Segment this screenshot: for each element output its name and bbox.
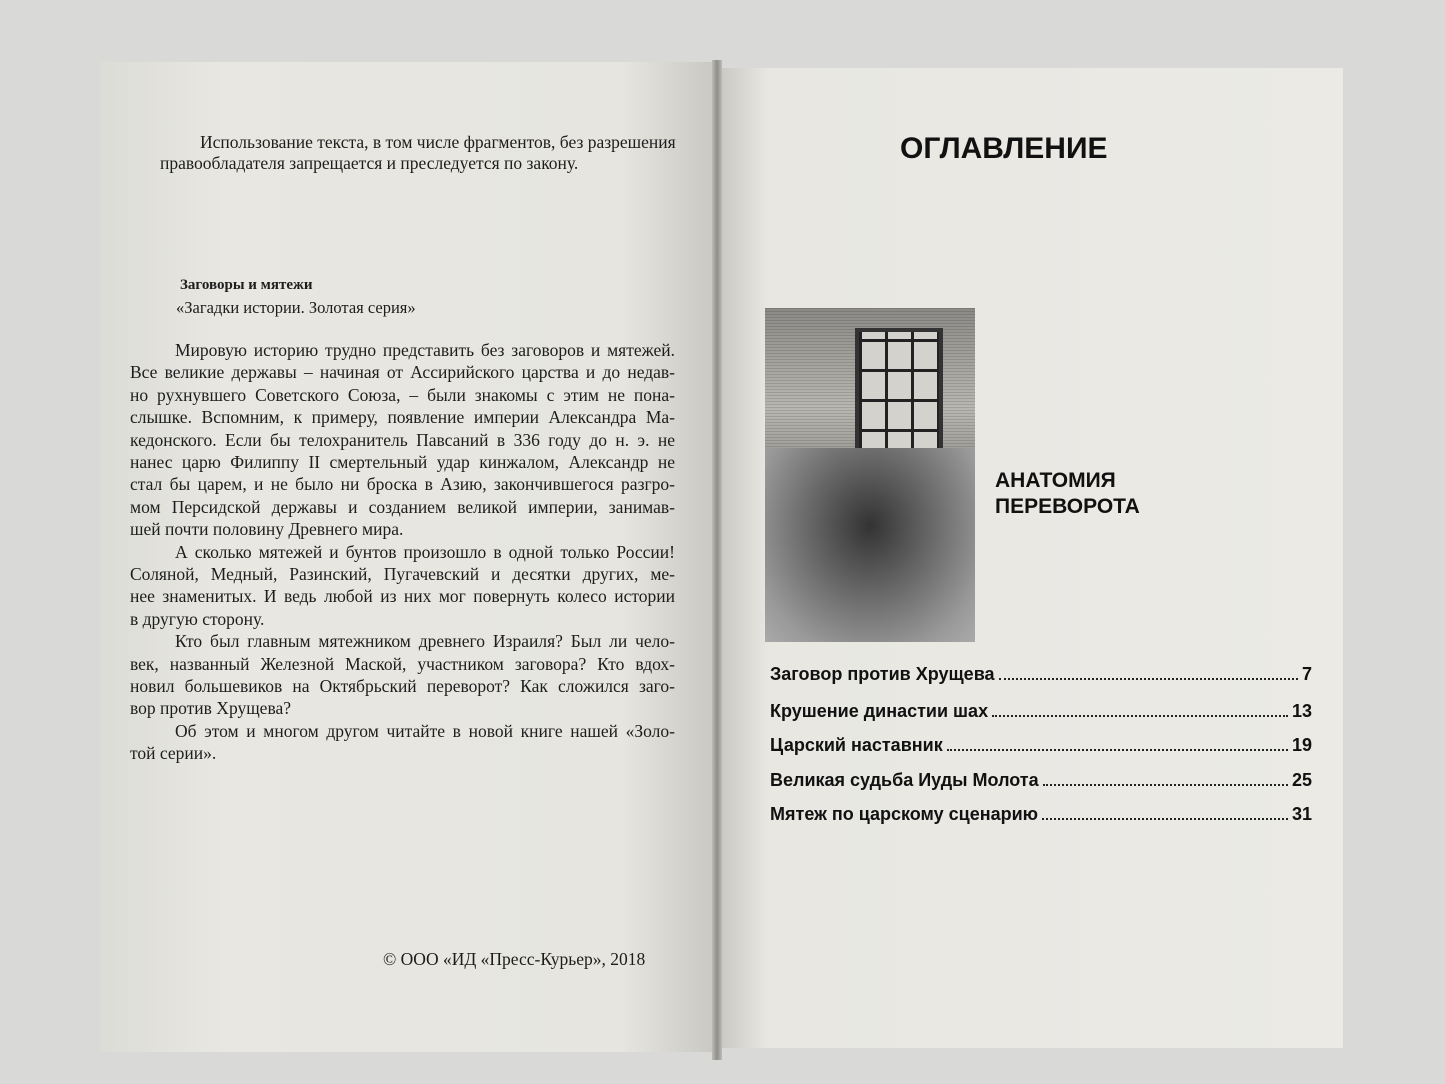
- toc-entry-title: Царский наставник: [770, 735, 943, 755]
- toc-entry-page: 7: [1301, 664, 1312, 684]
- toc-entry: [770, 735, 1312, 756]
- leader-dots: [1043, 783, 1288, 786]
- leader-dots: [1042, 817, 1288, 820]
- body-line: в другую сторону.: [130, 608, 265, 629]
- series-name: «Загадки истории. Золотая серия»: [176, 298, 416, 317]
- toc-entry-page: 13: [1291, 701, 1312, 721]
- leader-dots: [999, 677, 1298, 680]
- illustration-engraving: [765, 308, 975, 642]
- body-line: Об этом и многом другом читайте в новой книге нашей «Золо-: [175, 720, 675, 741]
- toc-entry-title: Крушение династии шах: [770, 701, 989, 721]
- toc-entry: [770, 701, 1312, 722]
- toc-entry-title: Мятеж по царскому сценарию: [770, 804, 1039, 824]
- body-line: мом Персидской державы и созданием великой империи, занимав-: [130, 496, 675, 517]
- toc-entry-title: Великая судьба Иуды Молота: [770, 770, 1039, 790]
- body-line: Мировую историю трудно представить без заговоров и мятежей.: [175, 340, 675, 360]
- body-line: шей почти половину Древнего мира.: [130, 519, 404, 540]
- toc-entry-page: 19: [1291, 735, 1312, 755]
- leader-dots: [992, 714, 1288, 717]
- body-line: кедонского. Если бы телохранитель Павсаний в 336 году до н. э. не: [130, 429, 675, 450]
- body-line: той серии».: [130, 743, 217, 764]
- body-line: но рухнувшего Советского Союза, – были знакомы с этим не пона-: [130, 384, 675, 405]
- book-spine: [712, 60, 722, 1060]
- body-line: Соляной, Медный, Разинский, Пугачевский и десятки других, ме-: [130, 564, 675, 584]
- toc-title: ОГЛАВЛЕНИЕ: [900, 132, 1108, 165]
- body-line: век, названный Железной Маской, участником заговора? Кто вдох-: [130, 653, 675, 674]
- section-heading-line: ПЕРЕВОРОТА: [995, 495, 1140, 518]
- copyright: © ООО «ИД «Пресс-Курьер», 2018: [383, 949, 646, 969]
- body-line: стал бы царем, и не было ни броска в Азию, закончившегося разгро-: [130, 474, 675, 495]
- body-line: вор против Хрущева?: [130, 698, 292, 719]
- body-line: Все великие державы – начиная от Ассирийского царства и до недав-: [130, 362, 675, 383]
- body-line: нее знаменитых. И ведь любой из них мог повернуть колесо истории: [130, 586, 675, 607]
- notice-line: Использование текста, в том числе фрагментов, без разрешения: [200, 132, 676, 152]
- toc-entry: [770, 770, 1312, 791]
- notice-line: правообладателя запрещается и преследуется по закону.: [160, 153, 579, 173]
- body-line: слышке. Вспомним, к примеру, появление империи Александра Ма-: [130, 407, 675, 428]
- body-line: нанес царю Филиппу II смертельный удар кинжалом, Александр не: [130, 452, 675, 472]
- toc-entry-title: Заговор против Хрущева: [770, 664, 995, 684]
- toc-entry-page: 25: [1291, 770, 1312, 790]
- toc-entry-page: 31: [1291, 804, 1312, 824]
- toc-entry: [770, 804, 1312, 825]
- body-line: Кто был главным мятежником древнего Израиля? Был ли чело-: [175, 631, 675, 652]
- section-heading-line: АНАТОМИЯ: [995, 469, 1116, 492]
- body-line: А сколько мятежей и бунтов произошло в одной только России!: [175, 541, 675, 562]
- toc-entry: [770, 664, 1312, 685]
- section-heading: [995, 468, 1140, 520]
- leader-dots: [947, 748, 1288, 751]
- body-line: новил большевиков на Октябрьский переворот? Как сложился заго-: [130, 676, 675, 696]
- book-title: Заговоры и мятежи: [180, 277, 313, 293]
